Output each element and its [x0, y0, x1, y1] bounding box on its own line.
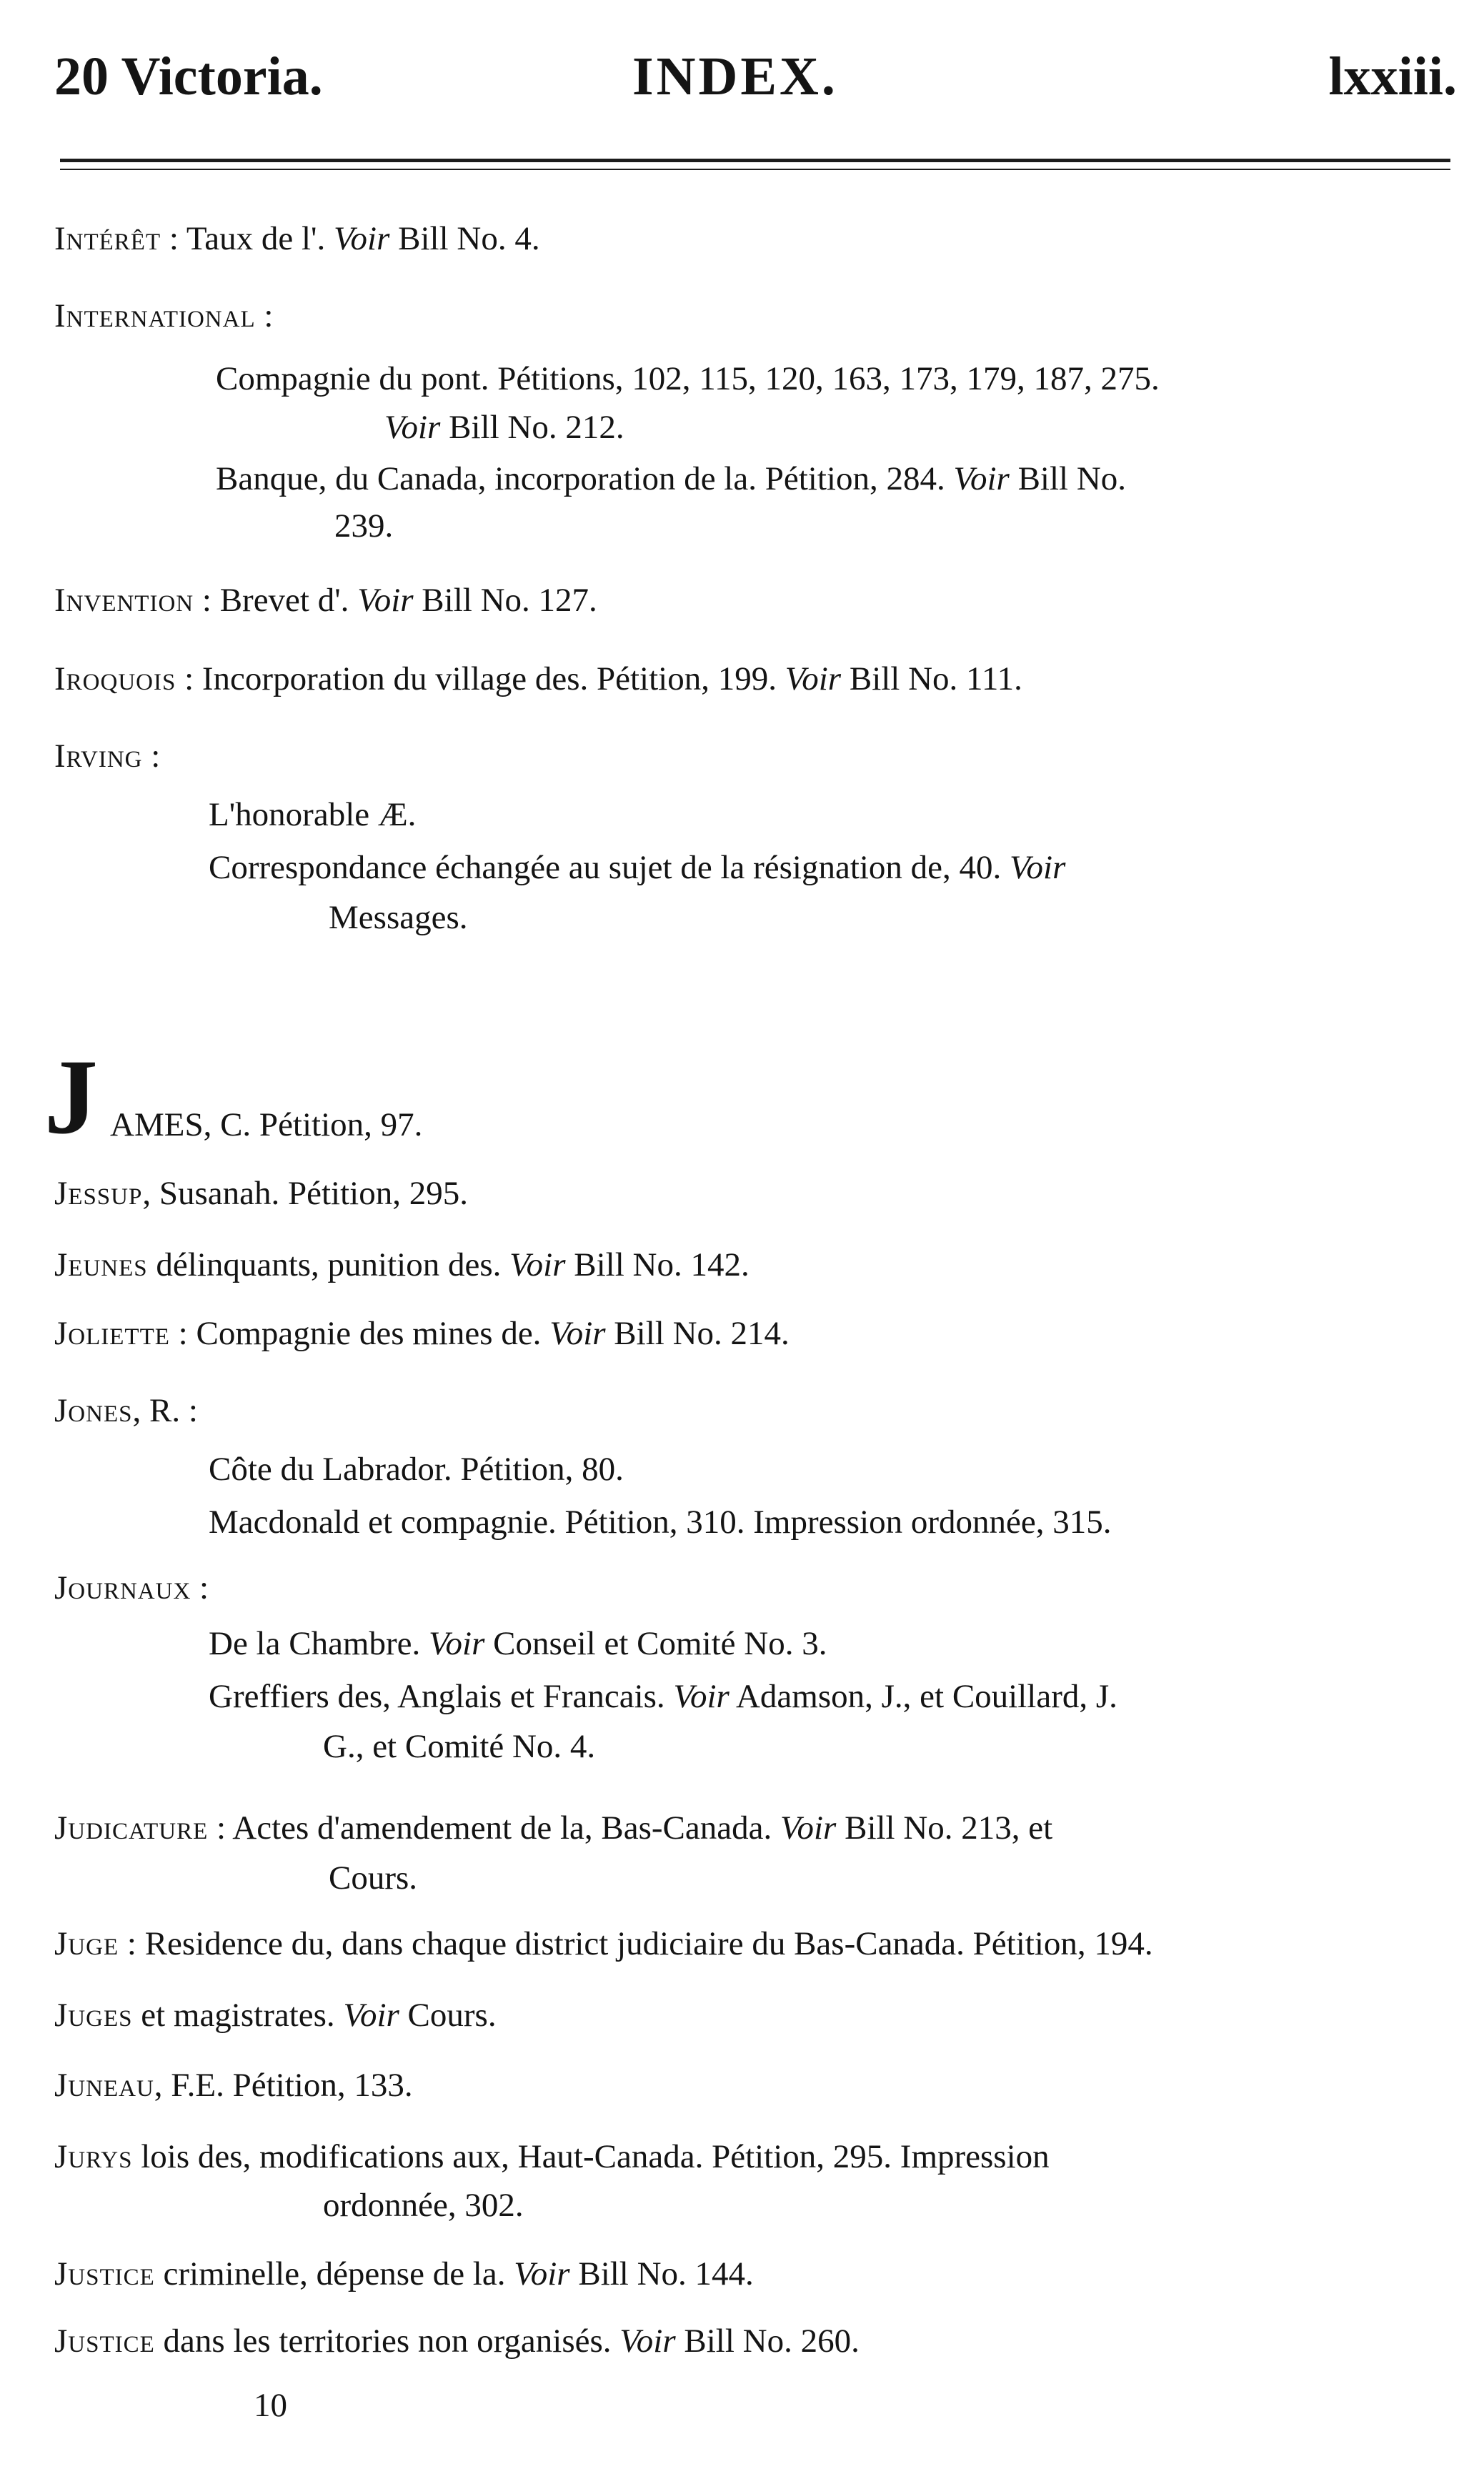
entry-head: Jessup: [54, 1175, 143, 1212]
subentry-line: ordonnée, 302.: [323, 2187, 524, 2224]
subentry-line: L'honorable Æ.: [209, 796, 417, 833]
entry-juge: Juge : Residence du, dans chaque district judiciaire du Bas-Canada. Pétition, 194.: [54, 1925, 1153, 1962]
subentry-line: Greffiers des, Anglais et Francais. Voir Adamson, J., et Couillard, J.: [209, 1678, 1117, 1715]
entry-head: Juneau: [54, 2067, 154, 2104]
subentry-line: Messages.: [329, 899, 468, 936]
entry-head: Irving: [54, 737, 143, 775]
subentry-line: Banque, du Canada, incorporation de la. Pétition, 284. Voir Bill No.: [216, 460, 1127, 497]
drop-cap-j: J: [44, 1038, 98, 1156]
entry-justice-criminelle: Justice criminelle, dépense de la. Voir Bill No. 144.: [54, 2255, 754, 2292]
entry-jurys: Jurys lois des, modifications aux, Haut-Canada. Pétition, 295. Impression: [54, 2138, 1050, 2175]
entry-head: Jeunes: [54, 1246, 148, 1283]
entry-joliette: Joliette : Compagnie des mines de. Voir Bill No. 214.: [54, 1315, 790, 1352]
entry-head: Justice: [54, 2322, 155, 2360]
entry-justice-territories: Justice dans les territories non organisés. Voir Bill No. 260.: [54, 2322, 860, 2360]
entry-juneau: Juneau, F.E. Pétition, 133.: [54, 2067, 413, 2104]
subentry-line: G., et Comité No. 4.: [323, 1728, 596, 1765]
entry-iroquois: Iroquois : Incorporation du village des. Pétition, 199. Voir Bill No. 111.: [54, 660, 1022, 697]
entry-head: Juge: [54, 1925, 119, 1962]
header-rule-thin: [60, 169, 1450, 170]
page-title: INDEX.: [632, 46, 838, 106]
subentry-line: Macdonald et compagnie. Pétition, 310. Impression ordonnée, 315.: [209, 1504, 1112, 1541]
entry-head: Jurys: [54, 2138, 133, 2175]
entry-juges: Juges et magistrates. Voir Cours.: [54, 1997, 497, 2034]
entry-head: Justice: [54, 2255, 155, 2292]
subentry-line: Cours.: [329, 1859, 418, 1897]
page-number: lxxiii.: [1328, 46, 1457, 106]
entry-head: Joliette: [54, 1315, 170, 1352]
entry-irving: Irving :: [54, 737, 161, 775]
header-rule-thick: [60, 159, 1450, 162]
entry-international: International :: [54, 297, 274, 334]
entry-head: Intérêt: [54, 220, 161, 257]
entry-head: Iroquois: [54, 660, 176, 697]
subentry-line: De la Chambre. Voir Conseil et Comité No. 3.: [209, 1625, 827, 1662]
subentry-line: 239.: [334, 507, 394, 545]
entry-jeunes: Jeunes délinquants, punition des. Voir Bill No. 142.: [54, 1246, 750, 1283]
entry-judicature: Judicature : Actes d'amendement de la, Bas-Canada. Voir Bill No. 213, et: [54, 1809, 1053, 1847]
entry-jones: Jones, R. :: [54, 1392, 198, 1429]
subentry-line: Compagnie du pont. Pétitions, 102, 115, 120, 163, 173, 179, 187, 275.: [216, 360, 1160, 397]
entry-head: Juges: [54, 1997, 133, 2034]
entry-head: Jones: [54, 1392, 133, 1429]
entry-head: Invention: [54, 582, 194, 619]
entry-head: Journaux: [54, 1569, 191, 1606]
entry-journaux: Journaux :: [54, 1569, 209, 1606]
subentry-line: Côte du Labrador. Pétition, 80.: [209, 1451, 624, 1488]
entry-james: AMES, C. Pétition, 97.: [110, 1106, 423, 1143]
entry-head: Judicature: [54, 1809, 209, 1847]
running-head-left: 20 Victoria.: [54, 46, 323, 106]
subentry-line: Voir Bill No. 212.: [384, 409, 624, 446]
entry-head: International: [54, 297, 256, 334]
subentry-line: Correspondance échangée au sujet de la résignation de, 40. Voir: [209, 849, 1066, 886]
entry-interet: Intérêt : Taux de l'. Voir Bill No. 4.: [54, 220, 540, 257]
entry-jessup: Jessup, Susanah. Pétition, 295.: [54, 1175, 468, 1212]
entry-invention: Invention : Brevet d'. Voir Bill No. 127.: [54, 582, 597, 619]
signature-mark: 10: [254, 2387, 287, 2424]
